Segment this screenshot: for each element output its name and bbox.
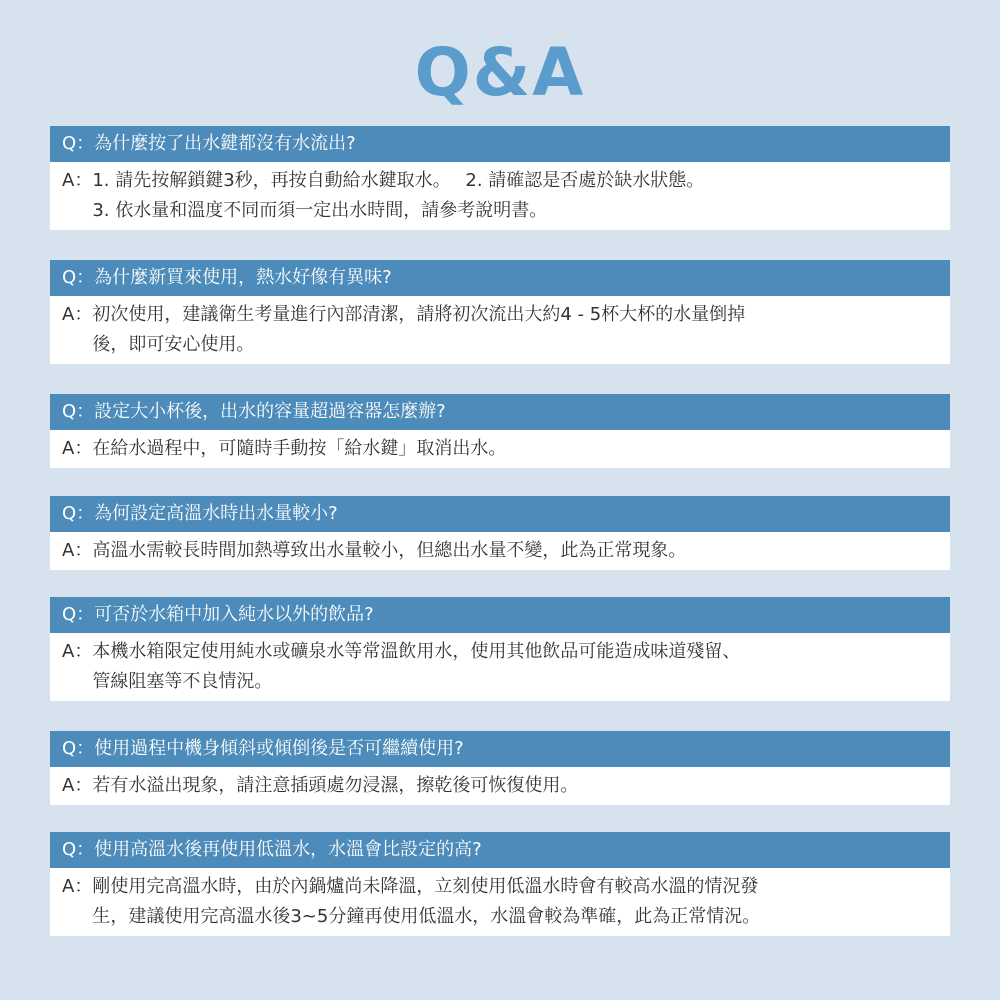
answer-line: 本機水箱限定使用純水或礦泉水等常溫飲用水，使用其他飲品可能造成味道殘留、 (92, 641, 741, 662)
question-prefix: Q： (62, 267, 95, 288)
answer-prefix: A： (62, 775, 93, 796)
qa-block-5 (50, 597, 950, 701)
qa-block-7 (50, 832, 950, 936)
answer-prefix: A： (62, 304, 93, 325)
answer-prefix: A： (62, 641, 93, 662)
page-title: Q&A (414, 34, 586, 111)
question-prefix: Q： (62, 604, 95, 625)
answer-line: 生，建議使用完高溫水後3~5分鐘再使用低溫水，水溫會較為準確，此為正常情況。 (92, 906, 761, 927)
question-text: 設定大小杯後，出水的容量超過容器怎麼辦? (94, 401, 446, 422)
question-bar (50, 126, 950, 162)
qa-block-1 (50, 126, 950, 230)
answer-line: 高溫水需較長時間加熱導致出水量較小，但總出水量不變，此為正常現象。 (92, 540, 687, 561)
qa-block-2 (50, 260, 950, 364)
question-bar (50, 597, 950, 633)
answer-line: 初次使用，建議衛生考量進行內部清潔，請將初次流出大約4 - 5杯大杯的水量倒掉 (92, 304, 746, 325)
question-prefix: Q： (62, 738, 95, 759)
question-bar (50, 394, 950, 430)
answer-line: 3. 依水量和溫度不同而須一定出水時間，請參考說明書。 (92, 200, 548, 221)
answer-line: 剛使用完高溫水時，由於內鍋爐尚未降溫，立刻使用低溫水時會有較高水溫的情況發 (92, 876, 759, 897)
answer-prefix: A： (62, 876, 93, 897)
answer-box (50, 532, 950, 570)
qa-block-3 (50, 394, 950, 468)
answer-line: 後，即可安心使用。 (92, 334, 255, 355)
answer-prefix: A： (62, 438, 93, 459)
question-prefix: Q： (62, 401, 95, 422)
question-text: 為什麼新買來使用，熱水好像有異味? (94, 267, 392, 288)
question-bar (50, 731, 950, 767)
answer-box (50, 868, 950, 936)
qa-block-4 (50, 496, 950, 570)
answer-prefix: A： (62, 170, 93, 191)
question-text: 為何設定高溫水時出水量較小? (94, 503, 338, 524)
question-prefix: Q： (62, 839, 95, 860)
question-bar (50, 260, 950, 296)
answer-prefix: A： (62, 540, 93, 561)
answer-box (50, 430, 950, 468)
answer-box (50, 767, 950, 805)
answer-box (50, 296, 950, 364)
question-text: 使用高溫水後再使用低溫水，水溫會比設定的高? (94, 839, 482, 860)
question-text: 使用過程中機身傾斜或傾倒後是否可繼續使用? (94, 738, 464, 759)
answer-line: 在給水過程中，可隨時手動按「給水鍵」取消出水。 (92, 438, 507, 459)
question-text: 為什麼按了出水鍵都沒有水流出? (94, 133, 356, 154)
question-bar (50, 496, 950, 532)
answer-box (50, 633, 950, 701)
qa-block-6 (50, 731, 950, 805)
question-bar (50, 832, 950, 868)
question-prefix: Q： (62, 133, 95, 154)
answer-box (50, 162, 950, 230)
question-text: 可否於水箱中加入純水以外的飲品? (94, 604, 374, 625)
answer-line: 若有水溢出現象，請注意插頭處勿浸濕，擦乾後可恢復使用。 (92, 775, 579, 796)
answer-line: 1. 請先按解鎖鍵3秒，再按自動給水鍵取水。 2. 請確認是否處於缺水狀態。 (92, 170, 705, 191)
question-prefix: Q： (62, 503, 95, 524)
answer-line: 管線阻塞等不良情況。 (92, 671, 273, 692)
